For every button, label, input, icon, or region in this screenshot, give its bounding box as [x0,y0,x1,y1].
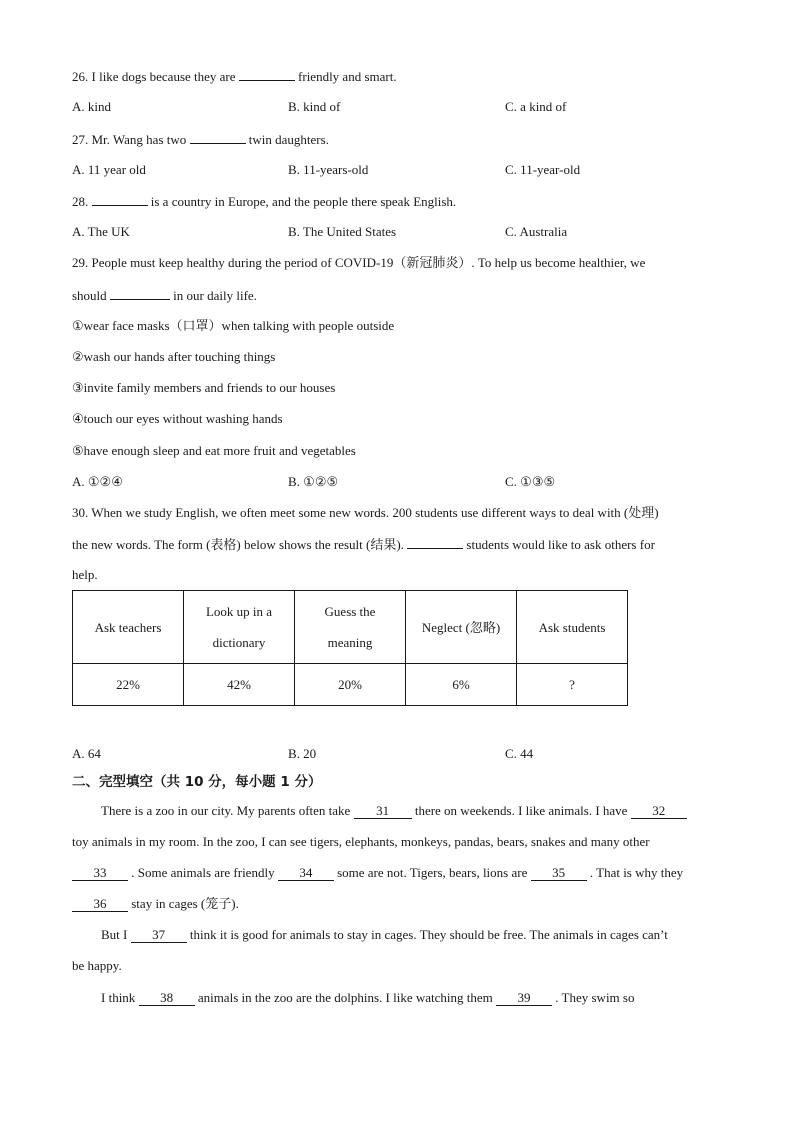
table-cell: 42% [184,664,295,706]
answer-blank [190,131,246,144]
q28-option-b: B. The United States [288,224,397,239]
cloze-blank-37: 37 [131,928,187,943]
result-table [72,590,628,706]
question-29-line2: should in our daily life. [72,288,257,303]
question-30-line2: the new words. The form (表格) below shows the result (结果). students would like to ask others for [72,537,655,552]
answer-blank [407,536,463,549]
q29-item-4: ④touch our eyes without washing hands [72,411,283,426]
q29-option-c: C. ①③⑤ [505,474,556,489]
q29-item-3: ③invite family members and friends to our houses [72,380,336,395]
q27-option-c: C. 11-year-old [505,162,581,177]
question-27-stem-end: twin daughters. [248,132,329,147]
q26-option-c: C. a kind of [505,99,567,114]
q29-item-2: ②wash our hands after touching things [72,349,276,364]
table-cell: ? [517,664,628,706]
question-30-line3: help. [72,567,98,582]
q30-option-b: B. 20 [288,746,317,761]
question-28-stem: is a country in Europe, and the people there speak English. [150,194,457,209]
table-cell: 22% [73,664,184,706]
q29-item-1: ①wear face masks（口罩）when talking with people outside [72,318,395,333]
passage-line-3: 33 . Some animals are friendly 34 some are not. Tigers, bears, lions are 35 . That is why they [72,865,683,881]
table-header-row [73,591,628,664]
question-26-stem-end: friendly and smart. [298,69,397,84]
q30-option-c: C. 44 [505,746,534,761]
q30-option-a: A. 64 [72,746,101,761]
passage-line-6: be happy. [72,958,122,973]
cloze-blank-38: 38 [139,991,195,1006]
cloze-blank-31: 31 [354,804,412,819]
table-header-cell: Look up in a dictionary [184,591,295,664]
question-30-line1: 30. When we study English, we often meet some new words. 200 students use different ways to deal with (处理) [72,505,659,520]
q29-option-b: B. ①②⑤ [288,474,339,489]
q27-option-a: A. 11 year old [72,162,146,177]
cloze-blank-32: 32 [631,804,687,819]
q26-option-b: B. kind of [288,99,341,114]
cloze-blank-35: 35 [531,866,587,881]
table-cell: 6% [406,664,517,706]
passage-line-4: 36 stay in cages (笼子). [72,896,239,912]
cloze-blank-36: 36 [72,897,128,912]
passage-line-2: toy animals in my room. In the zoo, I can see tigers, elephants, monkeys, pandas, bears, snakes and many other [72,834,650,849]
table-cell: 20% [295,664,406,706]
passage-line-5: But I 37 think it is good for animals to stay in cages. They should be free. The animals in cages can’t [101,927,668,942]
q29-item-5: ⑤have enough sleep and eat more fruit and vegetables [72,443,356,458]
cloze-blank-39: 39 [496,991,552,1006]
q28-option-a: A. The UK [72,224,130,239]
table-header-cell: Ask teachers [73,591,184,664]
cloze-blank-34: 34 [278,866,334,881]
question-27 [72,131,329,148]
table-row [73,664,628,706]
answer-blank [92,193,148,206]
answer-blank [110,287,170,300]
q26-option-a: A. kind [72,99,111,114]
table-header-cell: Ask students [517,591,628,664]
question-26 [72,68,397,85]
table-header-cell: Guess the meaning [295,591,406,664]
section-heading: 二、完型填空（共 10 分，每小题 1 分） [72,774,322,790]
question-29-line1: 29. People must keep healthy during the period of COVID-19（新冠肺炎）. To help us become healthier, we [72,255,646,270]
passage-line-7: I think 38 animals in the zoo are the dolphins. I like watching them 39 . They swim so [101,990,635,1005]
q27-option-b: B. 11-years-old [288,162,369,177]
table-header-cell: Neglect (忽略) [406,591,517,664]
q29-option-a: A. ①②④ [72,474,123,489]
passage-line-1: There is a zoo in our city. My parents often take 31 there on weekends. I like animals. I have 32 [101,803,687,819]
question-28: 28. is a country in Europe, and the people there speak English. [72,194,457,209]
question-26-stem: 26. I like dogs because they are [72,69,236,84]
cloze-blank-33: 33 [72,866,128,881]
answer-blank [239,68,295,81]
question-27-stem: 27. Mr. Wang has two [72,132,187,147]
q28-option-c: C. Australia [505,224,568,239]
